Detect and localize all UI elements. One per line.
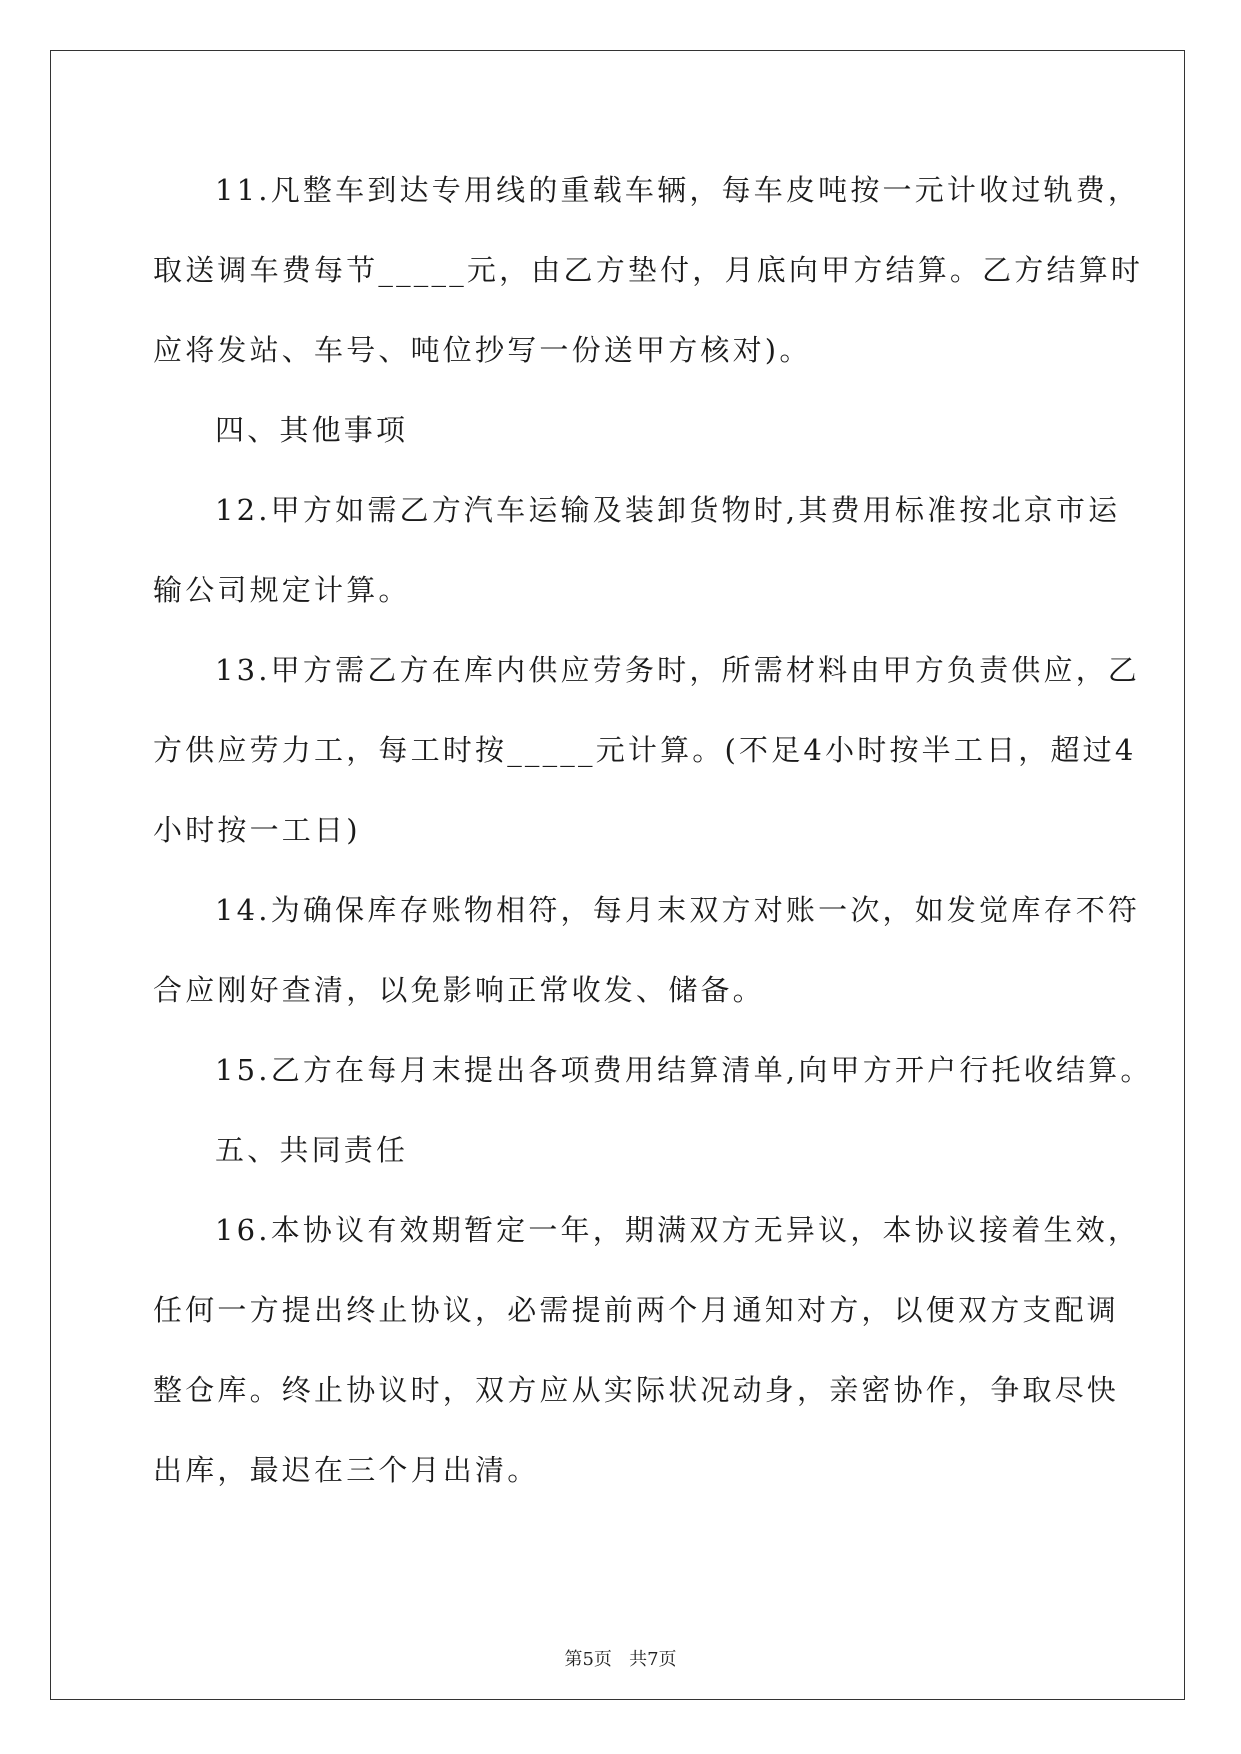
paragraph-12-line-1: 12.甲方如需乙方汽车运输及装卸货物时,其费用标准按北京市运 xyxy=(215,493,1121,527)
paragraph-16-line-3: 整仓库。终止协议时，双方应从实际状况动身，亲密协作，争取尽快 xyxy=(153,1373,1120,1407)
paragraph-13-line-3: 小时按一工日) xyxy=(153,813,361,847)
section-heading-joint-responsibility: 五、共同责任 xyxy=(215,1133,409,1167)
paragraph-14-line-2: 合应刚好查清，以免影响正常收发、储备。 xyxy=(153,973,765,1007)
paragraph-16-line-1: 16.本协议有效期暂定一年，期满双方无异议，本协议接着生效， xyxy=(215,1213,1141,1247)
paragraph-11-line-2: 取送调车费每节_____元，由乙方垫付，月底向甲方结算。乙方结算时 xyxy=(153,253,1144,287)
page-number: 第5页 共7页 xyxy=(564,1649,677,1670)
paragraph-16-line-2: 任何一方提出终止协议，必需提前两个月通知对方，以便双方支配调 xyxy=(153,1293,1120,1327)
paragraph-11-line-3: 应将发站、车号、吨位抄写一份送甲方核对)。 xyxy=(153,333,812,367)
paragraph-11-line-1: 11.凡整车到达专用线的重载车辆，每车皮吨按一元计收过轨费， xyxy=(215,173,1141,207)
paragraph-15-line-1: 15.乙方在每月末提出各项费用结算清单,向甲方开户行托收结算。 xyxy=(215,1053,1153,1087)
page-footer xyxy=(0,1648,1241,1672)
paragraph-16-line-4: 出库，最迟在三个月出清。 xyxy=(153,1453,540,1487)
paragraph-13-line-2: 方供应劳力工，每工时按_____元计算。(不足4小时按半工日，超过4 xyxy=(153,733,1137,767)
paragraph-12-line-2: 输公司规定计算。 xyxy=(153,573,411,607)
section-heading-other-matters: 四、其他事项 xyxy=(215,413,409,447)
paragraph-14-line-1: 14.为确保库存账物相符，每月末双方对账一次，如发觉库存不符 xyxy=(215,893,1141,927)
paragraph-13-line-1: 13.甲方需乙方在库内供应劳务时，所需材料由甲方负责供应，乙 xyxy=(215,653,1141,687)
